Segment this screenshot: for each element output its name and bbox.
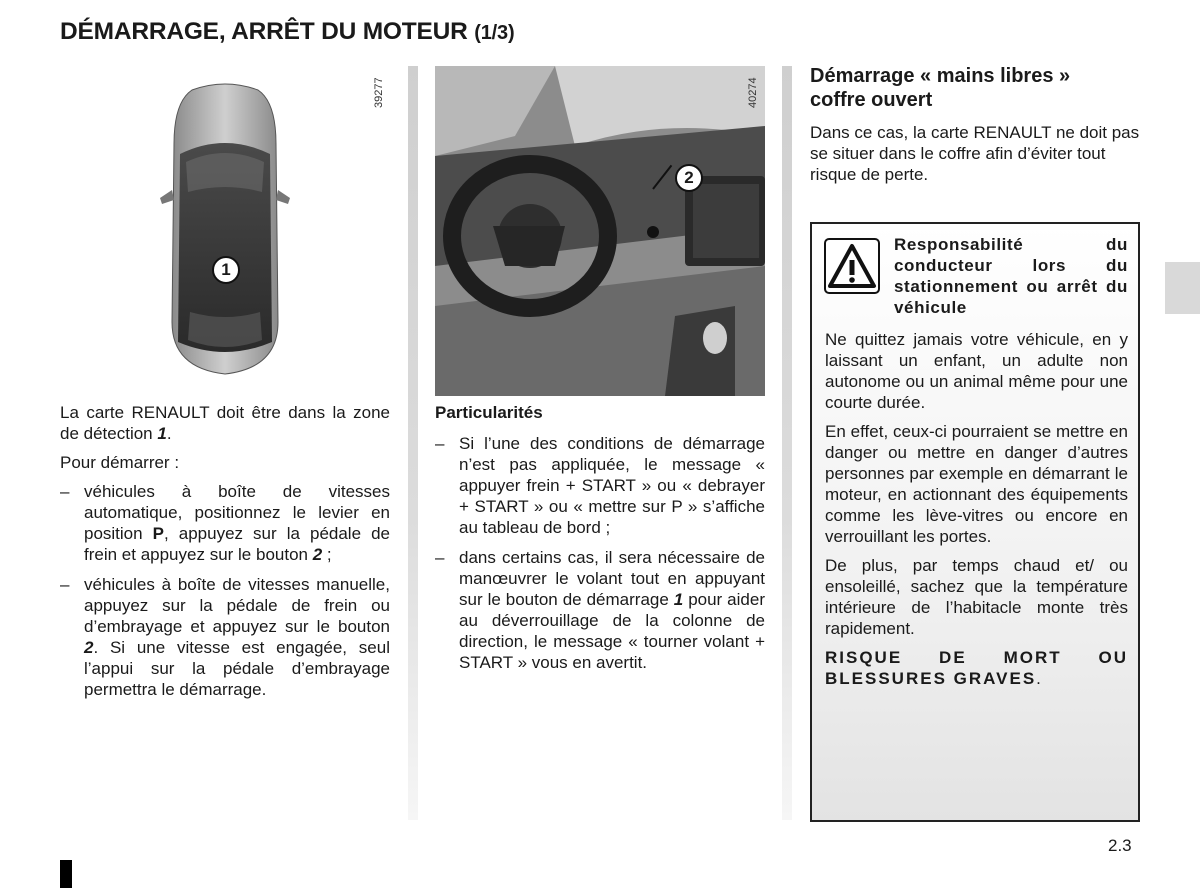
warning-icon (824, 238, 880, 294)
text-part: . Si une vitesse est engagée, seul l’appui sur la pédale d’embrayage permettra le démarrage. (84, 638, 390, 699)
chapter-side-tab (1165, 262, 1200, 314)
warning-paragraph-2: En effet, ceux-ci pourraient se mettre en danger ou mettre en danger d’autres personnes par exemple en démarrant le moteur, en actionnant des équipements comme les lève-vitres ou encore en verrouillant les portes. (825, 422, 1128, 546)
page-number: 2.3 (1108, 836, 1132, 855)
text-part: dans certains cas, il sera nécessaire de manœuvrer le volant tout en appuyant sur le bouton de démarrage (459, 548, 765, 609)
risk-bold-text: RISQUE DE MORT OU BLESSURES GRAVES (825, 648, 1128, 688)
bold-ref: 1 (673, 590, 684, 609)
right-column-intro: Dans ce cas, la carte RENAULT ne doit pas se situer dans le coffre afin d’éviter tout risque de perte. (810, 123, 1140, 184)
list-item-text (459, 547, 765, 673)
list-item-text (84, 481, 390, 565)
list-item (435, 433, 765, 538)
figure2-ref-number: 40274 (747, 77, 759, 108)
list-item (60, 481, 390, 565)
dash: – (60, 482, 70, 501)
dashboard-illustration (435, 66, 765, 396)
column-divider-left (408, 66, 418, 820)
text-part: véhicules à boîte de vitesses manuelle, appuyez sur la pédale de frein ou d’embrayage et appuyez sur le bouton (84, 575, 390, 636)
start-label: Pour démarrer : (60, 453, 180, 472)
right-column-heading: Démarrage « mains libres » coffre ouvert (810, 65, 1071, 111)
warning-triangle-icon (824, 238, 880, 294)
dash: – (435, 434, 445, 453)
figure2-callout: 2 (675, 164, 703, 192)
text-part: Si l’une des conditions de démarrage n’est pas appliquée, le message « appuyer frein + START » ou « debrayer + START » ou « mettre sur P » s’affiche au tableau de bord ; (459, 434, 765, 537)
figure1-callout: 1 (212, 256, 240, 284)
bold-ref: 2 (312, 545, 323, 564)
list-item (60, 574, 390, 700)
list-item (435, 547, 765, 673)
title-page-indicator: (1/3) (474, 22, 515, 44)
intro-text: La carte RENAULT doit être dans la zone de détection (60, 403, 390, 443)
figure1-ref-number: 39277 (373, 77, 385, 108)
warning-paragraph-3: De plus, par temps chaud et/ ou ensoleillé, sachez que la température intérieure de l’habitacle monte très rapidement. (825, 556, 1128, 638)
warning-risk (825, 647, 1128, 689)
bold-ref: P (152, 524, 164, 543)
intro-ref: 1 (157, 424, 167, 443)
left-column (60, 402, 390, 709)
text-part: véhicules à boîte de vitesses automatique, positionnez le levier en position (84, 482, 390, 543)
warning-box (810, 222, 1140, 822)
warning-paragraph-1: Ne quittez jamais votre véhicule, en y laissant un enfant, un adulte non autonome ou un animal même pour une courte durée. (825, 330, 1128, 412)
list-item-text (459, 433, 765, 538)
page-title (60, 18, 514, 46)
middle-column (435, 402, 765, 682)
dash: – (60, 575, 70, 594)
column-divider-right (782, 66, 792, 820)
car-top-view-figure (150, 72, 300, 384)
car-top-view-illustration (150, 72, 300, 384)
warning-body (825, 329, 1128, 697)
particularites-heading: Particularités (435, 403, 543, 422)
risk-end: . (1036, 669, 1041, 688)
text-part: pour aider au déverrouillage de la colonne de direction, le message « tourner volant + START » vous en avertit. (459, 590, 765, 672)
intro-end: . (166, 424, 172, 443)
print-mark (60, 860, 72, 888)
warning-title: Responsabilité du conducteur lors du stationnement ou arrêt du véhicule (894, 235, 1128, 317)
dash: – (435, 548, 445, 567)
dashboard-photo-figure (435, 66, 765, 396)
list-item-text (84, 574, 390, 700)
text-part: ; (322, 545, 332, 564)
text-part: , appuyez sur la pédale de frein et appuyez sur le bouton (84, 524, 390, 564)
title-text: DÉMARRAGE, ARRÊT DU MOTEUR (60, 18, 468, 45)
bold-ref: 2 (84, 638, 94, 657)
intro-paragraph (60, 402, 390, 444)
